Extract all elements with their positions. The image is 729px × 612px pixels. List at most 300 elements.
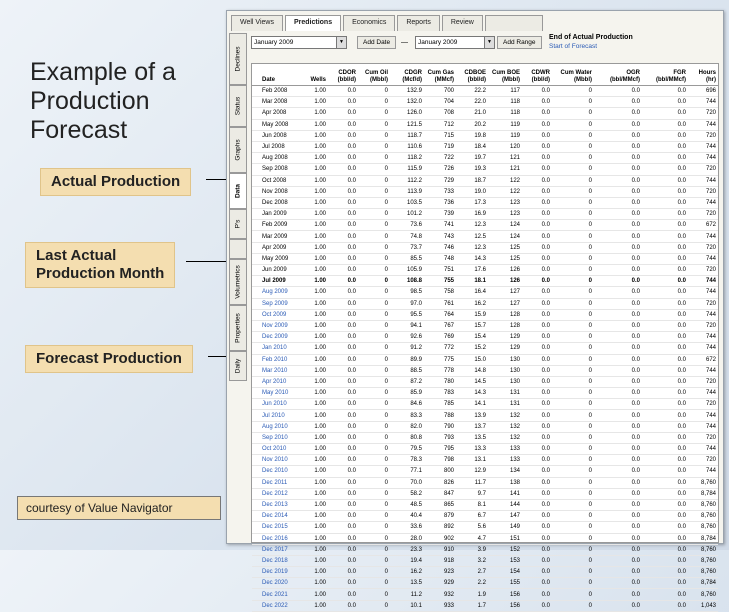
table-cell: 0.0	[328, 376, 358, 387]
table-cell: Dec 2018	[252, 555, 304, 566]
table-cell: 0.0	[328, 600, 358, 611]
table-cell: 105.9	[390, 265, 424, 276]
table-cell: 0.0	[522, 265, 552, 276]
table-cell: Dec 2017	[252, 544, 304, 555]
table-row[interactable]	[252, 287, 718, 298]
table-cell: 154	[488, 567, 522, 578]
table-cell: 127	[488, 287, 522, 298]
table-cell: 0.0	[594, 197, 642, 208]
table-cell: 720	[688, 242, 718, 253]
table-cell: 1.00	[304, 376, 328, 387]
table-cell: 14.3	[456, 253, 488, 264]
table-row[interactable]	[252, 600, 718, 611]
table-cell: 720	[688, 186, 718, 197]
column-header[interactable]	[488, 64, 522, 86]
table-cell: 783	[424, 388, 456, 399]
chevron-down-icon[interactable]: ▼	[336, 37, 346, 48]
table-cell: 133	[488, 455, 522, 466]
side-tab-volumetrics-label: Volumetrics	[234, 265, 242, 299]
column-header-unit: (Mbbl)	[502, 77, 520, 83]
table-row[interactable]	[252, 544, 718, 555]
table-cell: 12.3	[456, 242, 488, 253]
table-cell: 73.6	[390, 220, 424, 231]
table-cell: 0	[358, 164, 390, 175]
table-cell: 1.00	[304, 276, 328, 287]
table-cell: 14.8	[456, 365, 488, 376]
side-tab-status[interactable]	[229, 85, 247, 127]
table-cell: 0.0	[328, 141, 358, 152]
side-tab-data[interactable]	[229, 173, 247, 209]
table-cell: 0.0	[522, 522, 552, 533]
column-header[interactable]	[358, 64, 390, 86]
table-cell: 73.7	[390, 242, 424, 253]
table-cell: 0	[358, 365, 390, 376]
table-cell: 0.0	[522, 388, 552, 399]
table-cell: 0.0	[328, 231, 358, 242]
tab-well-views[interactable]: Well Views	[231, 15, 283, 31]
table-cell: 156	[488, 589, 522, 600]
table-cell: 1.00	[304, 522, 328, 533]
table-cell: 0.0	[594, 276, 642, 287]
table-cell: 0	[358, 432, 390, 443]
table-cell: 17.3	[456, 197, 488, 208]
table-cell: 130	[488, 354, 522, 365]
table-cell: 775	[424, 354, 456, 365]
table-row[interactable]	[252, 186, 718, 197]
table-row[interactable]	[252, 119, 718, 130]
table-cell: 0.0	[522, 343, 552, 354]
table-cell: 121	[488, 153, 522, 164]
table-cell: 0.0	[522, 399, 552, 410]
table-cell: 0	[552, 119, 594, 130]
table-cell: 0	[552, 522, 594, 533]
table-cell: 0	[358, 119, 390, 130]
table-cell: 15.0	[456, 354, 488, 365]
app-window	[226, 10, 724, 609]
table-cell: 130	[488, 376, 522, 387]
table-cell: 733	[424, 186, 456, 197]
table-cell: 0.0	[594, 421, 642, 432]
table-cell: 1.00	[304, 466, 328, 477]
table-cell: Nov 2009	[252, 320, 304, 331]
table-cell: 0.0	[642, 231, 688, 242]
table-cell: 0	[358, 444, 390, 455]
table-cell: 0.0	[594, 410, 642, 421]
tab-review[interactable]: Review	[442, 15, 483, 31]
table-row[interactable]	[252, 511, 718, 522]
table-cell: 0	[552, 209, 594, 220]
table-cell: 8,760	[688, 544, 718, 555]
table-row[interactable]	[252, 332, 718, 343]
table-row[interactable]	[252, 309, 718, 320]
table-row[interactable]	[252, 164, 718, 175]
column-header[interactable]	[522, 64, 552, 86]
table-cell: 12.5	[456, 231, 488, 242]
table-cell: 20.2	[456, 119, 488, 130]
table-row[interactable]	[252, 175, 718, 186]
table-cell: 0.0	[328, 399, 358, 410]
table-row[interactable]	[252, 444, 718, 455]
table-row[interactable]	[252, 399, 718, 410]
table-cell: 0	[552, 388, 594, 399]
table-row[interactable]	[252, 410, 718, 421]
table-row[interactable]	[252, 488, 718, 499]
table-cell: 131	[488, 388, 522, 399]
table-cell: 15.4	[456, 332, 488, 343]
table-cell: 0	[552, 365, 594, 376]
table-cell: Dec 2013	[252, 499, 304, 510]
table-cell: 0.0	[642, 332, 688, 343]
table-row[interactable]	[252, 365, 718, 376]
table-row[interactable]	[252, 97, 718, 108]
table-cell: 0.0	[642, 499, 688, 510]
table-cell: 126.0	[390, 108, 424, 119]
table-cell: 0	[358, 130, 390, 141]
table-row[interactable]	[252, 265, 718, 276]
side-tab-volumetrics[interactable]	[229, 259, 247, 305]
table-cell: Dec 2009	[252, 332, 304, 343]
table-cell: 0.0	[522, 276, 552, 287]
table-row[interactable]	[252, 567, 718, 578]
table-cell: 1.00	[304, 242, 328, 253]
table-cell: 0.0	[522, 253, 552, 264]
table-row[interactable]	[252, 432, 718, 443]
table-cell: 0.0	[594, 488, 642, 499]
table-cell: 0.0	[594, 231, 642, 242]
table-cell: 744	[688, 153, 718, 164]
table-cell: 798	[424, 455, 456, 466]
end-date-select[interactable]	[415, 36, 495, 49]
table-row[interactable]	[252, 455, 718, 466]
column-header[interactable]	[688, 64, 718, 86]
table-cell: 1.00	[304, 209, 328, 220]
table-cell: 0	[552, 130, 594, 141]
table-cell: 0.0	[328, 287, 358, 298]
table-cell: 0.0	[594, 376, 642, 387]
add-range-button[interactable]: Add Range	[497, 36, 542, 49]
table-cell: Oct 2010	[252, 444, 304, 455]
table-cell: 0.0	[522, 298, 552, 309]
table-row[interactable]	[252, 522, 718, 533]
table-row[interactable]	[252, 376, 718, 387]
column-header[interactable]	[552, 64, 594, 86]
production-data-grid[interactable]	[251, 63, 719, 609]
side-tab-declines[interactable]	[229, 33, 247, 85]
table-cell: 0	[358, 197, 390, 208]
table-row[interactable]	[252, 220, 718, 231]
table-cell: 0	[358, 354, 390, 365]
table-cell: 0.0	[522, 164, 552, 175]
table-cell: 0.0	[642, 108, 688, 119]
column-header-unit: (bbl/d)	[467, 77, 486, 83]
column-header[interactable]	[304, 64, 328, 86]
table-cell: 48.5	[390, 499, 424, 510]
table-cell: 744	[688, 119, 718, 130]
table-cell: 0	[552, 376, 594, 387]
table-cell: Mar 2008	[252, 97, 304, 108]
table-cell: 1.00	[304, 130, 328, 141]
column-header-label: FGR	[673, 70, 686, 76]
table-cell: 0	[552, 533, 594, 544]
table-cell: 0	[358, 298, 390, 309]
add-date-button[interactable]: Add Date	[357, 36, 396, 49]
table-cell: 1.00	[304, 410, 328, 421]
side-tab-graphs[interactable]	[229, 127, 247, 173]
table-cell: Dec 2022	[252, 600, 304, 611]
table-cell: 772	[424, 343, 456, 354]
table-row[interactable]	[252, 153, 718, 164]
column-header[interactable]	[390, 64, 424, 86]
table-cell: 16.2	[456, 298, 488, 309]
table-cell: 95.5	[390, 309, 424, 320]
table-cell: 0.0	[642, 533, 688, 544]
table-cell: 1.00	[304, 298, 328, 309]
table-cell: 720	[688, 108, 718, 119]
table-cell: 0	[552, 231, 594, 242]
table-cell: 0	[358, 276, 390, 287]
table-cell: 0.0	[522, 589, 552, 600]
table-cell: 744	[688, 365, 718, 376]
table-cell: 764	[424, 309, 456, 320]
table-cell: 720	[688, 209, 718, 220]
table-cell: 0	[552, 287, 594, 298]
table-row[interactable]	[252, 197, 718, 208]
table-row[interactable]	[252, 320, 718, 331]
tab-reports[interactable]: Reports	[397, 15, 440, 31]
table-cell: 21.0	[456, 108, 488, 119]
table-cell: 918	[424, 555, 456, 566]
table-cell: 0	[552, 488, 594, 499]
table-row[interactable]	[252, 589, 718, 600]
table-cell: 127	[488, 298, 522, 309]
table-row[interactable]	[252, 421, 718, 432]
table-cell: 0.0	[642, 309, 688, 320]
table-cell: 0	[358, 555, 390, 566]
table-cell: 0.0	[522, 332, 552, 343]
column-header-label: Hours	[698, 70, 716, 76]
table-row[interactable]	[252, 253, 718, 264]
table-cell: 0.0	[642, 455, 688, 466]
table-cell: 744	[688, 175, 718, 186]
table-row[interactable]	[252, 578, 718, 589]
table-row[interactable]	[252, 354, 718, 365]
table-cell: 0.0	[642, 197, 688, 208]
table-cell: Feb 2010	[252, 354, 304, 365]
table-row[interactable]	[252, 231, 718, 242]
table-cell: 0.0	[328, 421, 358, 432]
tab-economics[interactable]: Economics	[343, 15, 395, 31]
table-cell: 40.4	[390, 511, 424, 522]
table-row[interactable]	[252, 499, 718, 510]
table-cell: 1.00	[304, 253, 328, 264]
table-cell: 13.9	[456, 410, 488, 421]
table-cell: 19.7	[456, 153, 488, 164]
table-cell: 879	[424, 511, 456, 522]
table-cell: 1.00	[304, 141, 328, 152]
table-cell: 0.0	[522, 488, 552, 499]
column-header[interactable]	[424, 64, 456, 86]
table-cell: 132	[488, 432, 522, 443]
table-cell: 0.0	[522, 130, 552, 141]
table-cell: 700	[424, 86, 456, 97]
table-cell: 112.2	[390, 175, 424, 186]
table-cell: 0.0	[594, 578, 642, 589]
table-cell: 0.0	[642, 164, 688, 175]
table-cell: Dec 2011	[252, 477, 304, 488]
start-of-forecast-link[interactable]: Start of Forecast	[549, 43, 598, 50]
table-cell: 128	[488, 320, 522, 331]
table-cell: 0.0	[522, 186, 552, 197]
table-cell: 1.00	[304, 97, 328, 108]
table-cell: 0.0	[328, 466, 358, 477]
table-cell: Sep 2008	[252, 164, 304, 175]
table-row[interactable]	[252, 86, 718, 97]
table-cell: 23.3	[390, 544, 424, 555]
table-cell: 0.0	[328, 444, 358, 455]
table-row[interactable]	[252, 477, 718, 488]
table-row[interactable]	[252, 242, 718, 253]
column-header-label: Cum Oil	[364, 70, 388, 76]
table-cell: 138	[488, 477, 522, 488]
table-cell: 0.0	[328, 578, 358, 589]
table-cell: 14.1	[456, 399, 488, 410]
table-row[interactable]	[252, 555, 718, 566]
column-header[interactable]	[252, 64, 304, 86]
table-cell: 11.7	[456, 477, 488, 488]
table-cell: 147	[488, 511, 522, 522]
table-row[interactable]	[252, 141, 718, 152]
table-cell: 13.5	[390, 578, 424, 589]
table-cell: 0.0	[642, 544, 688, 555]
table-cell: 0	[358, 343, 390, 354]
table-cell: Dec 2019	[252, 567, 304, 578]
column-header[interactable]	[328, 64, 358, 86]
table-cell: 0	[552, 108, 594, 119]
table-cell: 1.00	[304, 265, 328, 276]
column-header[interactable]	[642, 64, 688, 86]
table-cell: 0.0	[522, 220, 552, 231]
table-cell: 795	[424, 444, 456, 455]
table-row[interactable]	[252, 343, 718, 354]
side-tab-properties[interactable]	[229, 305, 247, 351]
table-cell: 8,784	[688, 578, 718, 589]
table-cell: 153	[488, 555, 522, 566]
side-tab-schedule[interactable]	[229, 239, 247, 259]
table-cell: 0.0	[522, 231, 552, 242]
table-row[interactable]	[252, 298, 718, 309]
table-row[interactable]	[252, 130, 718, 141]
table-cell: 118	[488, 108, 522, 119]
column-header-unit: (MMcf)	[434, 77, 454, 83]
table-cell: 0.0	[522, 209, 552, 220]
top-tab-bar	[231, 15, 545, 31]
table-cell: 744	[688, 287, 718, 298]
table-cell: 0.0	[328, 388, 358, 399]
table-row[interactable]	[252, 209, 718, 220]
side-tab-ps[interactable]	[229, 209, 247, 239]
table-cell: Feb 2008	[252, 86, 304, 97]
table-cell: 744	[688, 410, 718, 421]
table-cell: 110.6	[390, 141, 424, 152]
table-cell: 0	[552, 544, 594, 555]
table-cell: 0	[358, 544, 390, 555]
table-row[interactable]	[252, 466, 718, 477]
table-cell: 0.0	[522, 477, 552, 488]
table-cell: 720	[688, 455, 718, 466]
table-cell: 780	[424, 376, 456, 387]
table-cell: 0.0	[642, 209, 688, 220]
table-row[interactable]	[252, 108, 718, 119]
table-cell: 0	[552, 186, 594, 197]
table-cell: 0.0	[328, 86, 358, 97]
table-cell: 0	[358, 231, 390, 242]
table-cell: 10.1	[390, 600, 424, 611]
table-cell: 14.3	[456, 388, 488, 399]
table-cell: 720	[688, 130, 718, 141]
side-tab-status-label: Status	[234, 96, 242, 116]
column-header[interactable]	[456, 64, 488, 86]
chevron-down-icon[interactable]: ▼	[484, 37, 494, 48]
table-cell: 0	[552, 320, 594, 331]
table-cell: 0.0	[328, 511, 358, 522]
table-row[interactable]	[252, 533, 718, 544]
table-cell: 1.00	[304, 399, 328, 410]
table-cell: 16.4	[456, 287, 488, 298]
table-cell: 13.5	[456, 432, 488, 443]
table-cell: 58.2	[390, 488, 424, 499]
table-cell: 152	[488, 544, 522, 555]
table-cell: Oct 2008	[252, 175, 304, 186]
table-cell: 0.0	[642, 388, 688, 399]
table-cell: 0.0	[642, 175, 688, 186]
table-cell: 85.5	[390, 253, 424, 264]
table-cell: 0	[552, 97, 594, 108]
table-row[interactable]	[252, 388, 718, 399]
table-cell: 755	[424, 276, 456, 287]
table-cell: 0.0	[522, 376, 552, 387]
table-cell: May 2009	[252, 253, 304, 264]
table-row[interactable]	[252, 276, 718, 287]
table-cell: 8,784	[688, 533, 718, 544]
table-cell: Jun 2008	[252, 130, 304, 141]
table-cell: 0.0	[594, 164, 642, 175]
table-cell: 0.0	[328, 410, 358, 421]
column-header[interactable]	[594, 64, 642, 86]
table-cell: 1.00	[304, 343, 328, 354]
side-tab-daily[interactable]	[229, 351, 247, 381]
table-cell: Dec 2014	[252, 511, 304, 522]
table-cell: Mar 2010	[252, 365, 304, 376]
start-date-select[interactable]	[251, 36, 347, 49]
table-cell: 0	[552, 253, 594, 264]
table-cell: 22.0	[456, 97, 488, 108]
table-cell: Nov 2010	[252, 455, 304, 466]
table-cell: 0.0	[642, 555, 688, 566]
table-cell: 0.0	[594, 220, 642, 231]
table-cell: May 2008	[252, 119, 304, 130]
table-cell: 0.0	[642, 276, 688, 287]
table-cell: 744	[688, 97, 718, 108]
table-cell: 0.0	[594, 186, 642, 197]
table-cell: 0.0	[642, 399, 688, 410]
table-cell: 744	[688, 231, 718, 242]
table-cell: 0.0	[328, 332, 358, 343]
table-cell: 1.00	[304, 455, 328, 466]
table-cell: 0.0	[642, 522, 688, 533]
table-cell: 0.0	[642, 97, 688, 108]
tab-predictions[interactable]: Predictions	[285, 15, 341, 31]
table-cell: 0.0	[328, 186, 358, 197]
